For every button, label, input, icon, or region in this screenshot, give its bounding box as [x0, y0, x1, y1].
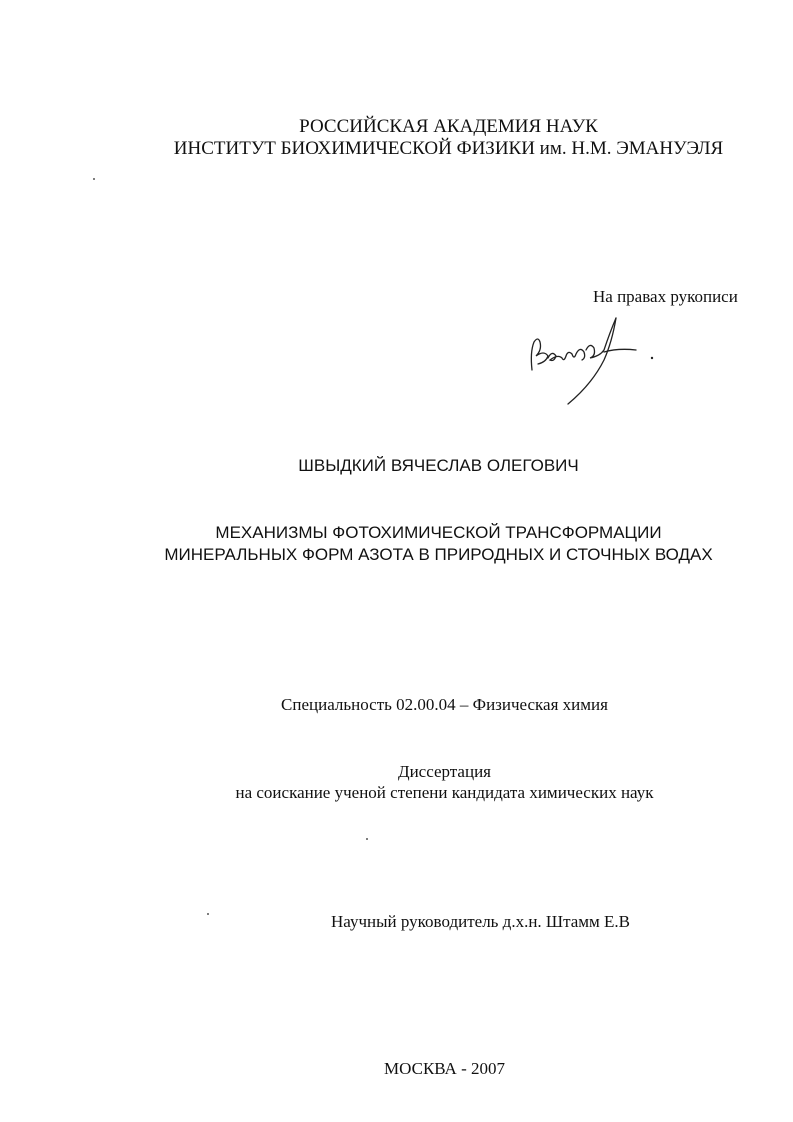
rights-note: На правах рукописи — [593, 287, 738, 306]
handwritten-signature-icon — [520, 312, 670, 412]
author-name: ШВЫДКИЙ ВЯЧЕСЛАВ ОЛЕГОВИЧ — [298, 456, 579, 475]
scan-speck — [366, 838, 368, 840]
dissertation-title-line-1: МЕХАНИЗМЫ ФОТОХИМИЧЕСКОЙ ТРАНСФОРМАЦИИ — [215, 523, 662, 542]
institute-name: ИНСТИТУТ БИОХИМИЧЕСКОЙ ФИЗИКИ им. Н.М. ЭМАНУЭЛЯ — [173, 138, 724, 159]
dissertation-label: Диссертация — [397, 762, 491, 781]
degree-purpose: на соискание ученой степени кандидата химических наук — [235, 783, 654, 802]
place-and-year: МОСКВА - 2007 — [384, 1059, 505, 1078]
scan-speck — [207, 913, 209, 915]
specialty: Специальность 02.00.04 – Физическая химия — [281, 695, 608, 714]
organization-name: РОССИЙСКАЯ АКАДЕМИЯ НАУК — [299, 116, 598, 137]
scan-speck — [93, 178, 95, 180]
dissertation-title-line-2: МИНЕРАЛЬНЫХ ФОРМ АЗОТА В ПРИРОДНЫХ И СТОЧНЫХ ВОДАХ — [164, 545, 713, 564]
scientific-supervisor: Научный руководитель д.х.н. Штамм Е.В — [331, 912, 630, 931]
